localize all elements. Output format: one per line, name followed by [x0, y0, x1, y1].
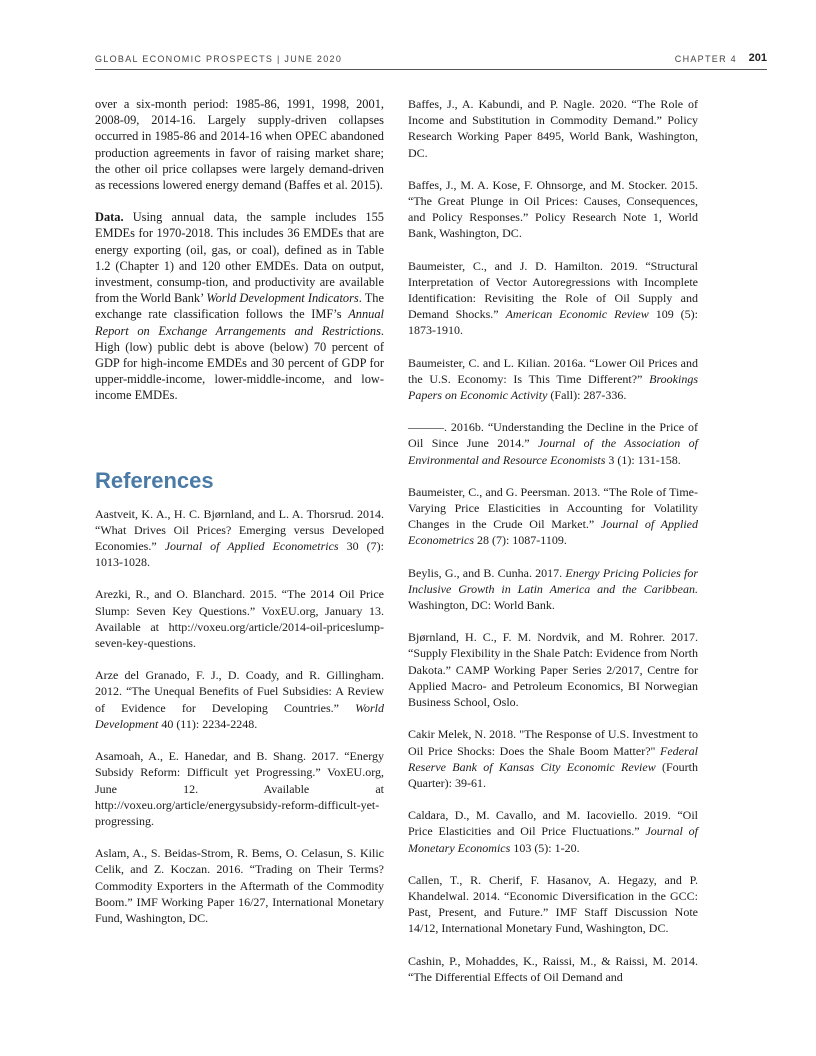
ref-journal: Journal of Applied Econometrics: [408, 517, 698, 548]
reference-entry: [95, 506, 384, 571]
page-number: 201: [748, 52, 767, 64]
ref-text: Baumeister, C. and L. Kilian. 2016a. “Lower Oil Prices and the U.S. Economy: Is This Time Different?”: [408, 355, 698, 386]
running-title: GLOBAL ECONOMIC PROSPECTS | JUNE 2020: [95, 54, 343, 64]
reference-entry: [408, 484, 698, 549]
ref-journal: World Development: [95, 700, 384, 731]
ref-detail: 40 (11): 2234-2248.: [158, 716, 258, 731]
reference-entry: [408, 565, 698, 614]
ref-text: Arze del Granado, F. J., D. Coady, and R. Gillingham. 2012. “The Unequal Benefits of Fuel Subsidies: A Review of Evidence for Developing Countries.”: [95, 668, 384, 715]
ref-text: Cakir Melek, N. 2018. "The Response of U.S. Investment to Oil Price Shocks: Does the Shale Boom Matter?": [408, 727, 698, 758]
ref-detail: (Fourth Quarter): 39-61.: [408, 759, 699, 790]
ref-detail: 3 (1): 131-158.: [605, 452, 681, 467]
text-run: . High (low) public debt is above (below) 70 percent of GDP for high-income EMDEs and 30 percent of GDP for upper-middle-income, lower-middle-income, and low-income EMDEs.: [95, 323, 384, 403]
ref-text: Baffes, J., M. A. Kose, F. Ohnsorge, and M. Stocker. 2015. “The Great Plunge in Oil Prices: Causes, Consequences, and Policy Responses.” Policy Research Note 1, World Bank, Washington, DC.: [408, 177, 698, 241]
reference-entry: [408, 807, 698, 856]
data-paragraph: [95, 209, 384, 403]
reference-entry: [408, 419, 698, 468]
left-column: [95, 96, 384, 942]
header-rule: [95, 69, 767, 70]
reference-entry: [95, 586, 384, 651]
ref-text: Bjørnland, H. C., F. M. Nordvik, and M. Rohrer. 2017. “Supply Flexibility in the Shale Patch: Evidence from North Dakota.” CAMP Working Paper Series 2/2017, Centre for Applied Macro- and Petroleum Economics, BI Norwegian Business School, Oslo.: [408, 630, 698, 710]
ref-journal: Journal of Applied Econometrics: [164, 539, 339, 554]
running-header: [95, 52, 767, 70]
italic-title: World Development Indicators: [206, 291, 359, 306]
reference-entry: [95, 845, 384, 926]
ref-detail: 28 (7): 1087-1109.: [473, 533, 567, 548]
reference-entry: [408, 872, 698, 937]
italic-title: Annual Report on Exchange Arrangements and Restrictions: [95, 307, 384, 338]
ref-text: Baumeister, C., and G. Peersman. 2013. “The Role of Time-Varying Price Elasticities in Accounting for Volatility Changes in the Crude Oil Market.”: [408, 484, 698, 532]
data-lead: Data.: [95, 210, 124, 225]
ref-text: Beylis, G., and B. Cunha. 2017.: [408, 565, 566, 580]
reference-entry: [95, 748, 384, 829]
ref-text: Arezki, R., and O. Blanchard. 2015. “The 2014 Oil Price Slump: Seven Key Questions.” VoxEU.org, January 13. Available at http://voxeu.org/article/2014-oil-priceslump-seven-key-questions.: [95, 587, 384, 651]
ref-text: Caldara, D., M. Cavallo, and M. Iacoviello. 2019. “Oil Price Elasticities and Oil Price Fluctuations.”: [408, 808, 698, 839]
ref-text: Baumeister, C., and J. D. Hamilton. 2019. “Structural Interpretation of Vector Autoregressions with Incomplete Identification: Revisiting the Role of Oil Supply and Demand Shocks.”: [408, 258, 698, 322]
reference-entry: [408, 953, 698, 985]
chapter-label: CHAPTER 4: [674, 54, 737, 64]
ref-text: Asamoah, A., E. Hanedar, and B. Shang. 2017. “Energy Subsidy Reform: Difficult yet Progressing.” VoxEU.org, June 12. Available at http://voxeu.org/article/energysubsidy-reform-difficult-yet-progressing.: [95, 749, 384, 828]
right-column: [408, 96, 698, 1001]
ref-text: ———. 2016b. “Understanding the Decline in the Price of Oil Since June 2014.”: [408, 420, 698, 451]
text-run: . The exchange rate classification follows the IMF’s: [95, 291, 385, 322]
ref-journal: Federal Reserve Bank of Kansas City Economic Review: [408, 743, 698, 774]
ref-detail: (Fall): 287-336.: [547, 388, 627, 403]
reference-entry: [408, 96, 698, 161]
ref-journal: Journal of Monetary Economics: [408, 824, 698, 855]
ref-text: Aslam, A., S. Beidas-Strom, R. Bems, O. Celasun, S. Kilic Celik, and Z. Koczan. 2016. “Trading on Their Terms? Commodity Exporters in the Aftermath of the Commodity Boom.” IMF Working Paper 16/27, International Monetary Fund, Washington, DC.: [95, 846, 384, 925]
reference-entry: [408, 355, 698, 404]
ref-journal: Energy Pricing Policies for Inclusive Growth in Latin America and the Caribbean.: [408, 565, 698, 596]
ref-text: Callen, T., R. Cherif, F. Hasanov, A. Hegazy, and P. Khandelwal. 2014. “Economic Diversification in the GCC: Past, Present, and Future.” IMF Staff Discussion Note 14/12, International Monetary Fund, Washington, DC.: [408, 872, 698, 936]
ref-detail: 103 (5): 1-20.: [510, 840, 580, 855]
text-run: Using annual data, the sample includes 155 EMDEs for 1970-2018. This includes 36 EMDEs that are energy exporting (oil, gas, or coal), defined as in Table 1.2 (Chapter 1) and 120 other EMDEs. Data on output, investment, consump-tion, and productivity are available from the World Bank’: [95, 210, 384, 306]
body-paragraph: over a six-month period: 1985-86, 1991, 1998, 2001, 2008-09, 2014-16. Largely supply-driven collapses occurred in 1985-86 and 2014-16 when OPEC abandoned production agreements in favor of raising market share; the other oil price collapses were largely demand-driven as recessions lowered energy demand (Baffes et al. 2015).: [95, 97, 384, 193]
reference-entry: [408, 629, 698, 710]
ref-journal: American Economic Review: [505, 307, 649, 322]
ref-detail: 30 (7): 1013-1028.: [95, 539, 385, 570]
ref-detail: Washington, DC: World Bank.: [408, 598, 555, 613]
reference-entry: [95, 667, 384, 732]
ref-text: Cashin, P., Mohaddes, K., Raissi, M., & Raissi, M. 2014. “The Differential Effects of Oil Demand and: [408, 953, 698, 984]
references-heading: References: [95, 467, 214, 493]
ref-detail: 109 (5): 1873-1910.: [408, 307, 699, 338]
ref-text: Baffes, J., A. Kabundi, and P. Nagle. 2020. “The Role of Income and Substitution in Commodity Demand.” Policy Research Working Paper 8495, World Bank, Washington, DC.: [408, 97, 698, 160]
reference-entry: [408, 177, 698, 242]
ref-text: Aastveit, K. A., H. C. Bjørnland, and L. A. Thorsrud. 2014. “What Drives Oil Prices? Emerging versus Developed Economies.”: [95, 506, 384, 554]
ref-journal: Brookings Papers on Economic Activity: [408, 371, 698, 403]
ref-journal: Journal of the Association of Environmental and Resource Economists: [408, 436, 698, 467]
reference-entry: [408, 726, 698, 791]
reference-entry: [408, 258, 698, 339]
